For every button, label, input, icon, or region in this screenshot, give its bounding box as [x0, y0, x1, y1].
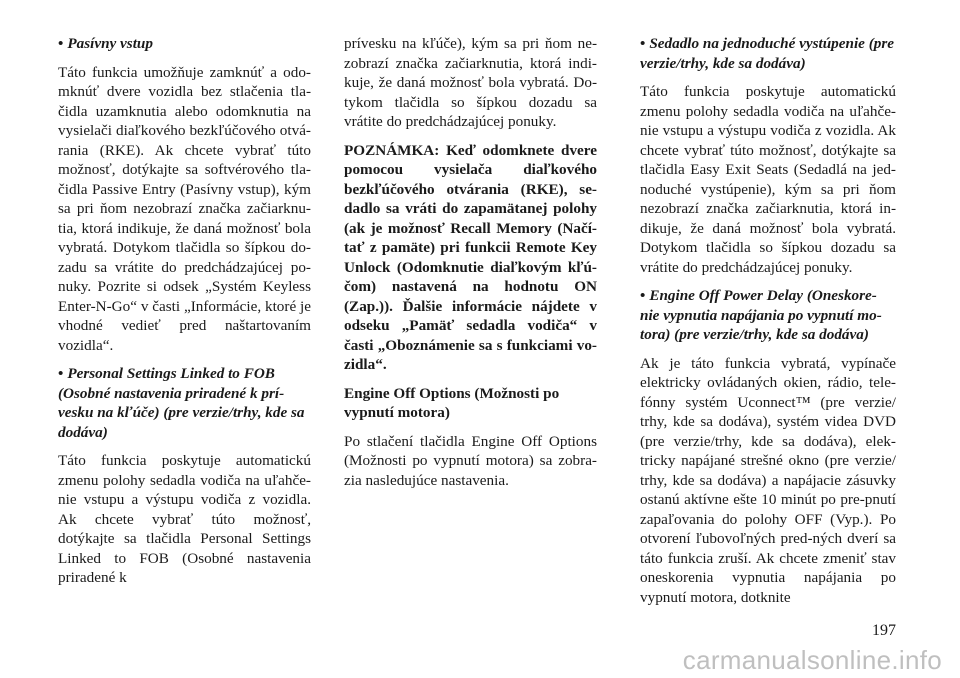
bullet-heading-power-delay: • Engine Off Power Delay (Oneskore-nie vypnutia napájania po vypnutí mo-tora) (pre verzie/trhy, kde sa dodáva) [640, 287, 882, 343]
text-column-1 [58, 34, 311, 597]
paragraph-power-delay: Ak je táto funkcia vybratá, vypínače elektricky ovládaných okien, rádio, tele-fónny systém Uconnect™ (pre verzie/ trhy, kde sa dodáva), systém videa DVD (pre verzie/trhy, kde sa dodáva), elek-tricky napájané strešné okno (pre verzie/ trhy, kde sa dodáva) a napájacie zásuvky ostanú aktívne ešte 10 minút po pre-pnutí zapaľovania do polohy OFF (Vyp.). Po otvorení ľubovoľných pred-ných dverí sa táto funkcia zruší. Ak chcete zmeniť stav oneskorenia vypnutia napájania po vypnutí motora, dotknite [640, 354, 896, 606]
bullet-icon: • [640, 35, 646, 52]
paragraph-personal-settings-continued: prívesku na kľúče), kým sa pri ňom ne-zobrazí značka začiarknutia, ktorá indi-kuje, že daná možnosť bola vybratá. Do-tykom tlačidla so šípkou dozadu sa vrátite do predchádzajúcej ponuky. [344, 35, 597, 130]
text-column-2 [344, 34, 597, 499]
paragraph-personal-settings: Táto funkcia poskytuje automatickú zmenu polohy sedadla vodiča na uľahče-nie vstupu a výstupu vodiča z vozidla. Ak chcete vybrať túto možnosť, dotýkajte sa tlačidla Personal Settings Linked to FOB (Osobné nastavenia priradené k [58, 452, 311, 586]
bullet-icon: • [58, 365, 64, 382]
section-heading-engine-off-options: Engine Off Options (Možnosti po vypnutí motora) [344, 384, 560, 421]
page-number: 197 [872, 622, 896, 639]
watermark: carmanualsonline.info [682, 645, 942, 675]
bullet-heading-easy-exit-seats: • Sedadlo na jednoduché vystúpenie (pre verzie/trhy, kde sa dodáva) [640, 35, 895, 72]
note-paragraph: POZNÁMKA: Keď odomknete dvere pomocou vysielača diaľkového bezkľúčového otvárania (RKE), se-dadlo sa vráti do zapamätanej polohy (ak je možnosť Recall Memory (Načí-tať z pamäte) pri funkcii Remote Key Unlock (Odomknutie diaľkovým kľú-čom) nastavená na hodnotu ON (Zap.)). Ďalšie informácie nájdete v odseku „Pamäť sedadla vodiča“ v časti „Oboznámenie sa s funkciami vo-zidla“. [344, 141, 597, 373]
paragraph-easy-exit-seats: Táto funkcia poskytuje automatickú zmenu polohy sedadla vodiča na uľahče-nie vstupu a výstupu vodiča z vozidla. Ak chcete vybrať túto možnosť, dotýkajte sa tlačidla Easy Exit Seats (Sedadlá na jed-noduché vystúpenie), kým sa pri ňom nezobrazí značka začiarknutia, ktorá in-dikuje, že daná možnosť bola vybratá. Dotykom tlačidla so šípkou dozadu sa vrátite do predchádzajúcej ponuky. [640, 83, 896, 276]
bullet-heading-passive-entry: • Pasívny vstup [58, 35, 153, 52]
text-column-3 [640, 34, 896, 616]
bullet-icon: • [58, 35, 64, 52]
paragraph-passive-entry: Táto funkcia umožňuje zamknúť a odo-mknúť dvere vozidla bez stlačenia tla-čidla uzamknutia alebo odomknutia na vysielači diaľkového bezkľúčového otvá-rania (RKE). Ak chcete vybrať túto možnosť, dotýkajte sa softvérového tla-čidla Passive Entry (Pasívny vstup), kým sa pri ňom nezobrazí značka začiarknu-tia, ktorá indikuje, že daná možnosť bola vybratá. Dotykom tlačidla so šípkou do-zadu sa vrátite do predchádzajúcej po-nuky. Pozrite si odsek „Systém Keyless Enter-N-Go“ v časti „Informácie, ktoré je vhodné vedieť pred naštartovaním vozidla“. [58, 63, 311, 354]
paragraph-engine-off-options: Po stlačení tlačidla Engine Off Options (Možnosti po vypnutí motora) sa zobra-zia nasledujúce nastavenia. [344, 432, 597, 489]
bullet-icon: • [640, 287, 646, 304]
bullet-heading-personal-settings: • Personal Settings Linked to FOB (Osobné nastavenia priradené k prí-vesku na kľúče) (pre verzie/trhy, kde sa dodáva) [58, 365, 305, 441]
